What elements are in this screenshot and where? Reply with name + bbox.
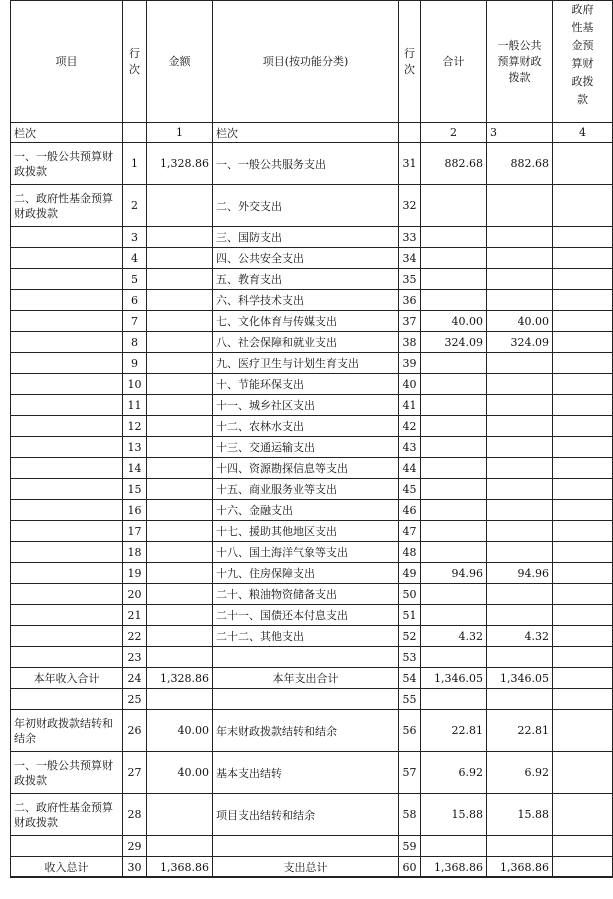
header-row [11, 1, 613, 123]
income-item-cell: 年初财政拨款结转和结余 [11, 710, 123, 752]
table-row [11, 143, 613, 185]
table-row [11, 542, 613, 563]
income-item-cell [11, 563, 123, 584]
expense-general-budget-cell [487, 500, 553, 521]
expense-row-no-cell: 56 [399, 710, 421, 752]
grand-total-row [11, 857, 613, 878]
expense-general-budget-cell: 15.88 [487, 794, 553, 836]
expense-item-cell: 十四、资源勘探信息等支出 [213, 458, 399, 479]
income-row-no-cell: 3 [123, 227, 147, 248]
expense-general-budget-cell: 324.09 [487, 332, 553, 353]
income-amount-cell: 1,328.86 [147, 668, 213, 689]
table-row [11, 248, 613, 269]
header-total: 合计 [421, 1, 487, 123]
expense-general-budget-cell [487, 647, 553, 668]
expense-general-budget-cell [487, 290, 553, 311]
income-row-no-cell: 2 [123, 185, 147, 227]
income-amount-cell [147, 479, 213, 500]
income-row-no-cell: 14 [123, 458, 147, 479]
table-row [11, 374, 613, 395]
income-item-cell [11, 689, 123, 710]
income-amount-cell [147, 395, 213, 416]
expense-total-cell [421, 353, 487, 374]
income-amount-cell [147, 353, 213, 374]
expense-total-cell: 6.92 [421, 752, 487, 794]
income-row-no-cell: 4 [123, 248, 147, 269]
table-row [11, 563, 613, 584]
expense-total-cell [421, 479, 487, 500]
col-index-label-left: 栏次 [11, 123, 123, 143]
income-item-cell [11, 584, 123, 605]
table-row [11, 269, 613, 290]
income-item-cell [11, 500, 123, 521]
expense-row-no-cell: 35 [399, 269, 421, 290]
column-index-row [11, 123, 613, 143]
expense-general-budget-cell [487, 374, 553, 395]
expense-total-cell [421, 437, 487, 458]
table-row [11, 332, 613, 353]
expense-row-no-cell: 31 [399, 143, 421, 185]
expense-item-cell [213, 689, 399, 710]
expense-item-cell: 一、一般公共服务支出 [213, 143, 399, 185]
expense-item-cell: 年末财政拨款结转和结余 [213, 710, 399, 752]
income-row-no-cell: 23 [123, 647, 147, 668]
expense-general-budget-cell [487, 542, 553, 563]
expense-item-cell: 六、科学技术支出 [213, 290, 399, 311]
expense-total-cell: 22.81 [421, 710, 487, 752]
expense-item-cell: 基本支出结转 [213, 752, 399, 794]
expense-total-cell [421, 500, 487, 521]
income-amount-cell [147, 836, 213, 857]
expense-gov-fund-cell [553, 479, 613, 500]
col-index-3: 3 [487, 123, 553, 143]
expense-total-cell [421, 689, 487, 710]
income-item-cell [11, 227, 123, 248]
income-row-no-cell: 16 [123, 500, 147, 521]
expense-row-no-cell: 53 [399, 647, 421, 668]
expense-total-cell [421, 290, 487, 311]
expense-item-cell: 十八、国土海洋气象等支出 [213, 542, 399, 563]
income-item-cell: 收入总计 [11, 857, 123, 878]
expense-item-cell: 本年支出合计 [213, 668, 399, 689]
expense-total-cell [421, 584, 487, 605]
expense-gov-fund-cell [553, 269, 613, 290]
header-general-budget: 一般公共预算财政拨款 [487, 1, 553, 123]
expense-gov-fund-cell [553, 311, 613, 332]
expense-item-cell: 十七、援助其他地区支出 [213, 521, 399, 542]
expense-row-no-cell: 44 [399, 458, 421, 479]
expense-gov-fund-cell [553, 227, 613, 248]
income-item-cell [11, 311, 123, 332]
income-item-cell [11, 647, 123, 668]
income-amount-cell: 1,368.86 [147, 857, 213, 878]
expense-item-cell: 十六、金融支出 [213, 500, 399, 521]
expense-item-cell: 十一、城乡社区支出 [213, 395, 399, 416]
income-amount-cell [147, 185, 213, 227]
expense-general-budget-cell [487, 521, 553, 542]
expense-general-budget-cell [487, 605, 553, 626]
expense-general-budget-cell [487, 353, 553, 374]
expense-general-budget-cell: 4.32 [487, 626, 553, 647]
expense-general-budget-cell: 1,346.05 [487, 668, 553, 689]
income-amount-cell [147, 311, 213, 332]
income-row-no-cell: 27 [123, 752, 147, 794]
expense-total-cell [421, 605, 487, 626]
header-amount: 金额 [147, 1, 213, 123]
income-amount-cell [147, 626, 213, 647]
income-amount-cell [147, 374, 213, 395]
income-item-cell [11, 458, 123, 479]
expense-gov-fund-cell [553, 668, 613, 689]
income-amount-cell [147, 794, 213, 836]
expense-total-cell: 4.32 [421, 626, 487, 647]
expense-row-no-cell: 37 [399, 311, 421, 332]
income-row-no-cell: 25 [123, 689, 147, 710]
carry-row [11, 752, 613, 794]
expense-total-cell: 40.00 [421, 311, 487, 332]
income-item-cell: 一、一般公共预算财政拨款 [11, 752, 123, 794]
header-item-by-function: 项目(按功能分类) [213, 1, 399, 123]
expense-gov-fund-cell [553, 689, 613, 710]
income-item-cell: 二、政府性基金预算财政拨款 [11, 185, 123, 227]
expense-gov-fund-cell [553, 521, 613, 542]
income-row-no-cell: 18 [123, 542, 147, 563]
income-row-no-cell: 17 [123, 521, 147, 542]
table-row [11, 185, 613, 227]
expense-total-cell [421, 521, 487, 542]
expense-gov-fund-cell [553, 647, 613, 668]
col-index-1: 1 [147, 123, 213, 143]
expense-item-cell: 七、文化体育与传媒支出 [213, 311, 399, 332]
bottom-rule [10, 876, 612, 878]
expense-total-cell [421, 269, 487, 290]
income-row-no-cell: 15 [123, 479, 147, 500]
expense-item-cell: 支出总计 [213, 857, 399, 878]
expense-total-cell [421, 227, 487, 248]
expense-row-no-cell: 51 [399, 605, 421, 626]
carry-row [11, 794, 613, 836]
income-amount-cell: 40.00 [147, 710, 213, 752]
income-row-no-cell: 10 [123, 374, 147, 395]
income-row-no-cell: 21 [123, 605, 147, 626]
income-item-cell [11, 542, 123, 563]
income-row-no-cell: 13 [123, 437, 147, 458]
income-row-no-cell: 24 [123, 668, 147, 689]
expense-total-cell: 1,346.05 [421, 668, 487, 689]
income-amount-cell: 40.00 [147, 752, 213, 794]
expense-item-cell: 十、节能环保支出 [213, 374, 399, 395]
expense-gov-fund-cell [553, 500, 613, 521]
income-row-no-cell: 5 [123, 269, 147, 290]
expense-total-cell: 882.68 [421, 143, 487, 185]
expense-gov-fund-cell [553, 605, 613, 626]
expense-gov-fund-cell [553, 332, 613, 353]
col-index-label-right: 栏次 [213, 123, 399, 143]
income-row-no-cell: 29 [123, 836, 147, 857]
table-row [11, 479, 613, 500]
income-row-no-cell: 8 [123, 332, 147, 353]
income-row-no-cell: 26 [123, 710, 147, 752]
expense-item-cell: 十五、商业服务业等支出 [213, 479, 399, 500]
income-row-no-cell: 6 [123, 290, 147, 311]
income-item-cell [11, 269, 123, 290]
income-amount-cell [147, 689, 213, 710]
expense-general-budget-cell [487, 395, 553, 416]
expense-general-budget-cell [487, 416, 553, 437]
income-amount-cell [147, 332, 213, 353]
income-amount-cell [147, 290, 213, 311]
expense-gov-fund-cell [553, 374, 613, 395]
expense-item-cell [213, 647, 399, 668]
expense-row-no-cell: 46 [399, 500, 421, 521]
header-row-no2: 行次 [399, 1, 421, 123]
expense-item-cell: 十三、交通运输支出 [213, 437, 399, 458]
income-amount-cell [147, 458, 213, 479]
table-row [11, 584, 613, 605]
expense-general-budget-cell [487, 458, 553, 479]
income-item-cell: 本年收入合计 [11, 668, 123, 689]
expense-general-budget-cell [487, 689, 553, 710]
expense-total-cell [421, 836, 487, 857]
table-row [11, 437, 613, 458]
expense-row-no-cell: 33 [399, 227, 421, 248]
expense-row-no-cell: 38 [399, 332, 421, 353]
table-row [11, 647, 613, 668]
income-item-cell [11, 626, 123, 647]
income-row-no-cell: 11 [123, 395, 147, 416]
table-row [11, 500, 613, 521]
income-item-cell: 一、一般公共预算财政拨款 [11, 143, 123, 185]
expense-gov-fund-cell [553, 710, 613, 752]
income-amount-cell [147, 563, 213, 584]
expense-gov-fund-cell [553, 584, 613, 605]
col-index-4: 4 [553, 123, 613, 143]
expense-gov-fund-cell [553, 437, 613, 458]
income-item-cell [11, 836, 123, 857]
income-amount-cell [147, 605, 213, 626]
income-item-cell [11, 479, 123, 500]
expense-general-budget-cell [487, 437, 553, 458]
expense-row-no-cell: 47 [399, 521, 421, 542]
expense-item-cell [213, 836, 399, 857]
income-item-cell [11, 416, 123, 437]
col-index-empty [123, 123, 147, 143]
header-gov-fund: 政府性基金预算财政拨款 [553, 1, 613, 123]
expense-item-cell: 项目支出结转和结余 [213, 794, 399, 836]
year-total-row [11, 668, 613, 689]
income-row-no-cell: 12 [123, 416, 147, 437]
income-amount-cell [147, 416, 213, 437]
expense-row-no-cell: 41 [399, 395, 421, 416]
expense-general-budget-cell: 882.68 [487, 143, 553, 185]
expense-item-cell: 四、公共安全支出 [213, 248, 399, 269]
income-amount-cell [147, 521, 213, 542]
expense-general-budget-cell [487, 836, 553, 857]
expense-row-no-cell: 39 [399, 353, 421, 374]
expense-gov-fund-cell [553, 416, 613, 437]
income-row-no-cell: 1 [123, 143, 147, 185]
expense-general-budget-cell [487, 269, 553, 290]
table-row [11, 521, 613, 542]
expense-gov-fund-cell [553, 143, 613, 185]
expense-total-cell [421, 647, 487, 668]
income-amount-cell [147, 542, 213, 563]
expense-row-no-cell: 45 [399, 479, 421, 500]
expense-gov-fund-cell [553, 353, 613, 374]
expense-row-no-cell: 32 [399, 185, 421, 227]
income-row-no-cell: 22 [123, 626, 147, 647]
expense-general-budget-cell [487, 584, 553, 605]
col-index-empty [399, 123, 421, 143]
income-item-cell [11, 605, 123, 626]
income-row-no-cell: 7 [123, 311, 147, 332]
income-amount-cell [147, 248, 213, 269]
income-amount-cell [147, 227, 213, 248]
expense-general-budget-cell: 94.96 [487, 563, 553, 584]
expense-gov-fund-cell [553, 836, 613, 857]
income-item-cell: 二、政府性基金预算财政拨款 [11, 794, 123, 836]
income-amount-cell [147, 500, 213, 521]
expense-gov-fund-cell [553, 185, 613, 227]
expense-row-no-cell: 59 [399, 836, 421, 857]
income-item-cell [11, 521, 123, 542]
income-amount-cell [147, 584, 213, 605]
header-row-no: 行次 [123, 1, 147, 123]
expense-gov-fund-cell [553, 395, 613, 416]
header-item: 项目 [11, 1, 123, 123]
income-item-cell [11, 332, 123, 353]
expense-total-cell [421, 458, 487, 479]
expense-total-cell: 1,368.86 [421, 857, 487, 878]
table-row [11, 626, 613, 647]
income-item-cell [11, 437, 123, 458]
table-row [11, 395, 613, 416]
table-row [11, 353, 613, 374]
expense-row-no-cell: 60 [399, 857, 421, 878]
table-row [11, 605, 613, 626]
expense-item-cell: 二十二、其他支出 [213, 626, 399, 647]
expense-gov-fund-cell [553, 542, 613, 563]
expense-total-cell [421, 374, 487, 395]
expense-row-no-cell: 40 [399, 374, 421, 395]
expense-total-cell [421, 542, 487, 563]
expense-gov-fund-cell [553, 794, 613, 836]
expense-gov-fund-cell [553, 857, 613, 878]
table-row [11, 458, 613, 479]
expense-item-cell: 八、社会保障和就业支出 [213, 332, 399, 353]
expense-item-cell: 二、外交支出 [213, 185, 399, 227]
income-item-cell [11, 290, 123, 311]
expense-gov-fund-cell [553, 752, 613, 794]
expense-total-cell [421, 248, 487, 269]
income-row-no-cell: 20 [123, 584, 147, 605]
expense-item-cell: 十九、住房保障支出 [213, 563, 399, 584]
income-row-no-cell: 30 [123, 857, 147, 878]
table-row [11, 311, 613, 332]
income-amount-cell [147, 647, 213, 668]
expense-total-cell: 15.88 [421, 794, 487, 836]
income-amount-cell [147, 269, 213, 290]
income-row-no-cell: 19 [123, 563, 147, 584]
expense-item-cell: 二十一、国债还本付息支出 [213, 605, 399, 626]
expense-item-cell: 三、国防支出 [213, 227, 399, 248]
expense-item-cell: 九、医疗卫生与计划生育支出 [213, 353, 399, 374]
expense-row-no-cell: 55 [399, 689, 421, 710]
expense-general-budget-cell: 22.81 [487, 710, 553, 752]
income-amount-cell [147, 437, 213, 458]
expense-gov-fund-cell [553, 563, 613, 584]
expense-general-budget-cell [487, 185, 553, 227]
expense-row-no-cell: 34 [399, 248, 421, 269]
table-row [11, 416, 613, 437]
col-index-2: 2 [421, 123, 487, 143]
income-amount-cell: 1,328.86 [147, 143, 213, 185]
table-row [11, 227, 613, 248]
income-item-cell [11, 374, 123, 395]
expense-gov-fund-cell [553, 458, 613, 479]
expense-item-cell: 十二、农林水支出 [213, 416, 399, 437]
blank-row [11, 836, 613, 857]
expense-row-no-cell: 43 [399, 437, 421, 458]
expense-total-cell [421, 416, 487, 437]
expense-row-no-cell: 54 [399, 668, 421, 689]
expense-total-cell: 94.96 [421, 563, 487, 584]
expense-row-no-cell: 50 [399, 584, 421, 605]
expense-row-no-cell: 42 [399, 416, 421, 437]
expense-row-no-cell: 57 [399, 752, 421, 794]
expense-item-cell: 二十、粮油物资储备支出 [213, 584, 399, 605]
expense-row-no-cell: 58 [399, 794, 421, 836]
income-item-cell [11, 353, 123, 374]
expense-general-budget-cell: 6.92 [487, 752, 553, 794]
expense-row-no-cell: 48 [399, 542, 421, 563]
expense-general-budget-cell [487, 479, 553, 500]
income-row-no-cell: 28 [123, 794, 147, 836]
expense-row-no-cell: 49 [399, 563, 421, 584]
budget-table [10, 0, 613, 878]
carry-row [11, 710, 613, 752]
expense-general-budget-cell [487, 227, 553, 248]
expense-total-cell [421, 185, 487, 227]
income-row-no-cell: 9 [123, 353, 147, 374]
expense-gov-fund-cell [553, 626, 613, 647]
expense-item-cell: 五、教育支出 [213, 269, 399, 290]
table-row [11, 290, 613, 311]
expense-row-no-cell: 52 [399, 626, 421, 647]
expense-total-cell: 324.09 [421, 332, 487, 353]
expense-general-budget-cell: 1,368.86 [487, 857, 553, 878]
expense-total-cell [421, 395, 487, 416]
expense-general-budget-cell: 40.00 [487, 311, 553, 332]
expense-gov-fund-cell [553, 290, 613, 311]
expense-general-budget-cell [487, 248, 553, 269]
expense-row-no-cell: 36 [399, 290, 421, 311]
income-item-cell [11, 248, 123, 269]
expense-gov-fund-cell [553, 248, 613, 269]
blank-row [11, 689, 613, 710]
income-item-cell [11, 395, 123, 416]
